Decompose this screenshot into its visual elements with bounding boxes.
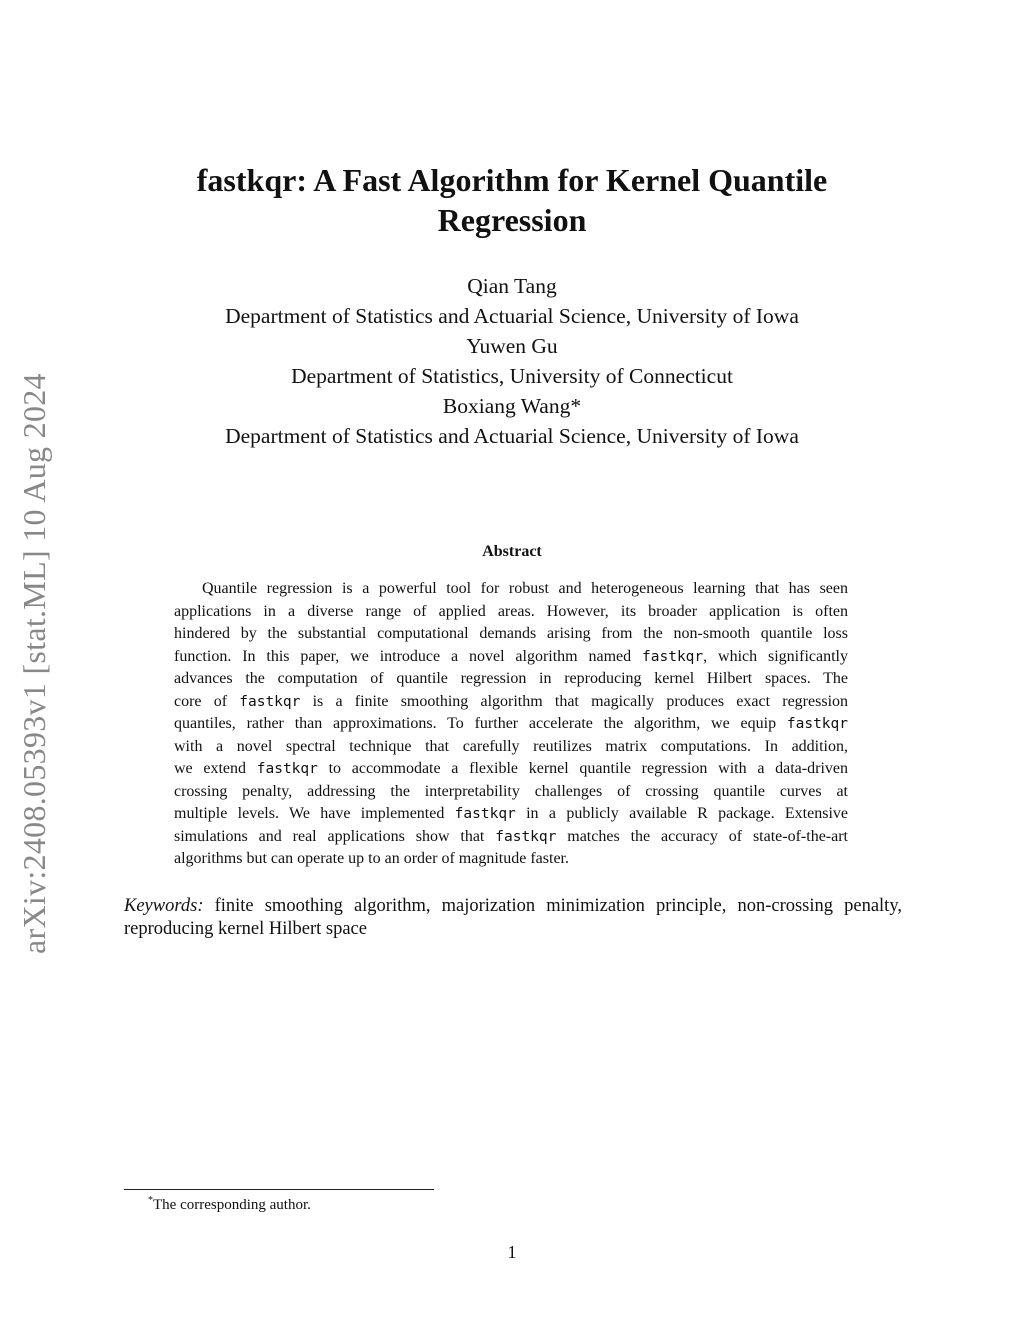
- paper-title-line-2: Regression: [437, 202, 587, 238]
- author-name: Yuwen Gu: [466, 334, 558, 358]
- paper-title-line-1: fastkqr: A Fast Algorithm for Kernel Quantile: [196, 162, 828, 198]
- abstract-line: [174, 601, 848, 624]
- abstract-text: advances the computation of quantile regression in reproducing kernel Hilbert spaces. The: [174, 670, 848, 687]
- abstract-text: is a finite smoothing algorithm that magically produces exact regression: [300, 692, 849, 710]
- code-term: fastkqr: [454, 806, 516, 822]
- abstract-text: with a novel spectral technique that carefully reutilizes matrix computations. In addition,: [174, 737, 848, 755]
- code-term: fastkqr: [256, 761, 318, 777]
- code-term: fastkqr: [495, 828, 557, 845]
- arxiv-identifier-stamp: arXiv:2408.05393v1 [stat.ML] 10 Aug 2024: [16, 373, 52, 954]
- abstract-text: algorithms but can operate up to an order of magnitude faster.: [174, 850, 569, 867]
- author-name: Boxiang Wang*: [442, 394, 582, 418]
- abstract-text: hindered by the substantial computational demands arising from the non-smooth quantile loss: [174, 625, 848, 642]
- abstract-text: matches the accuracy of state-of-the-art: [556, 827, 848, 845]
- footnote-marker: *: [148, 1195, 153, 1206]
- abstract-line: [174, 758, 848, 781]
- abstract-text: Quantile regression is a powerful tool for robust and heterogeneous learning that has seen: [202, 580, 848, 597]
- author-affiliation: Department of Statistics and Actuarial Science, University of Iowa: [225, 304, 799, 328]
- abstract-line: [174, 668, 848, 691]
- author-affiliation: Department of Statistics, University of Connecticut: [291, 364, 733, 388]
- abstract-line: [174, 646, 848, 669]
- abstract-heading: Abstract: [482, 543, 542, 560]
- code-term: fastkqr: [642, 648, 704, 665]
- abstract-line: [174, 691, 848, 714]
- keywords-label: Keywords:: [124, 896, 204, 916]
- abstract-text: applications in a diverse range of applied areas. However, its broader application is often: [174, 602, 848, 620]
- abstract-text: we extend: [174, 760, 257, 777]
- abstract-text: multiple levels. We have implemented: [174, 805, 455, 822]
- paper-title: [140, 160, 884, 240]
- abstract-body: [174, 578, 848, 871]
- code-term: fastkqr: [239, 693, 301, 710]
- abstract-line: [174, 781, 848, 804]
- abstract-line: [174, 803, 848, 826]
- abstract-text: simulations and real applications show that: [174, 827, 496, 845]
- abstract-line: [174, 848, 848, 871]
- abstract-line: [174, 623, 848, 646]
- keywords-line-2: reproducing kernel Hilbert space: [124, 919, 367, 939]
- author-affiliation: Department of Statistics and Actuarial Science, University of Iowa: [225, 424, 799, 448]
- abstract-text: to accommodate a flexible kernel quantile regression with a data-driven: [317, 760, 848, 777]
- abstract-text: , which significantly: [703, 647, 848, 665]
- abstract-text: core of: [174, 692, 240, 710]
- code-term: fastkqr: [786, 716, 848, 732]
- page-number: 1: [507, 1242, 517, 1262]
- keywords-line-1: [124, 895, 902, 918]
- footnote: [148, 1195, 311, 1214]
- abstract-line: [174, 713, 848, 736]
- abstract-line: [174, 578, 848, 601]
- footnote-rule: [124, 1189, 434, 1190]
- abstract-line: [174, 736, 848, 759]
- abstract-text: function. In this paper, we introduce a novel algorithm named: [174, 647, 643, 665]
- keywords-text-1: finite smoothing algorithm, majorization minimization principle, non-crossing penalty,: [203, 896, 902, 916]
- abstract-text: in a publicly available R package. Extensive: [515, 805, 848, 822]
- author-block: [100, 271, 924, 451]
- keywords-block: [124, 895, 902, 941]
- abstract-text: quantiles, rather than approximations. To further accelerate the algorithm, we equip: [174, 715, 787, 732]
- author-name: Qian Tang: [467, 274, 557, 298]
- abstract-line: [174, 826, 848, 849]
- abstract-text: crossing penalty, addressing the interpretability challenges of crossing quantile curves at: [174, 782, 848, 800]
- footnote-text: The corresponding author.: [153, 1197, 311, 1213]
